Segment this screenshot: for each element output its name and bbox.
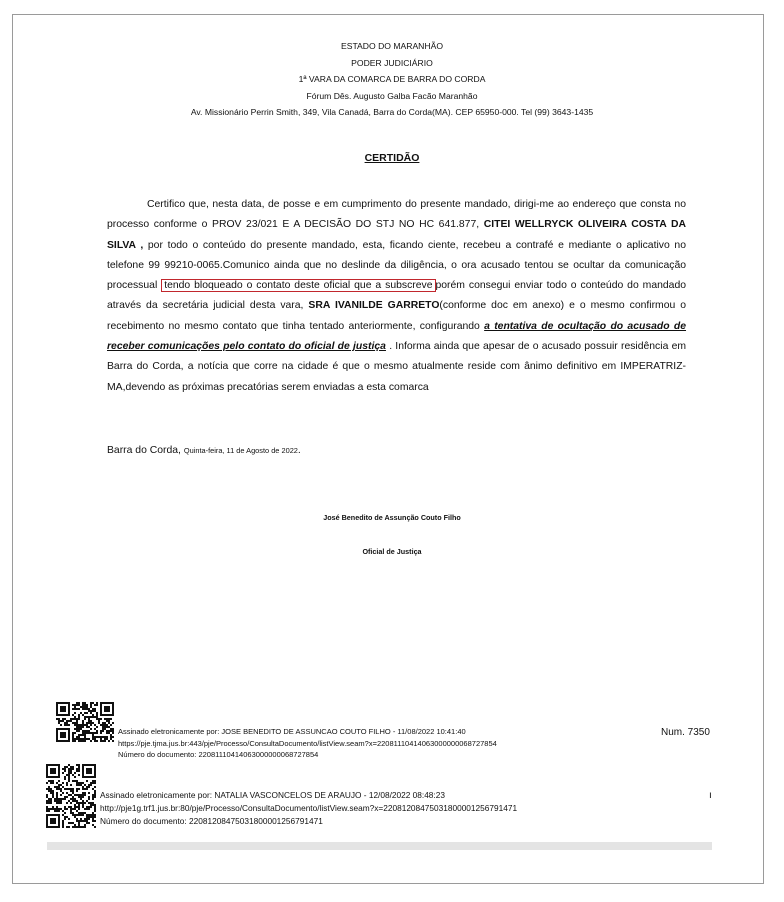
date-dot: . <box>297 445 301 456</box>
certificate-body <box>107 195 686 398</box>
stamp-1-signed: Assinado eletronicamente por: JOSE BENEDITO DE ASSUNCAO COUTO FILHO - 11/08/2022 10:41:40 <box>118 727 466 736</box>
date-city: Barra do Corda, <box>107 445 181 456</box>
signature-stamp-1 <box>118 726 497 761</box>
document-title: CERTIDÃO <box>364 152 420 164</box>
stamp-2-signed: Assinado eletronicamente por: NATALIA VASCONCELOS DE ARAUJO - 12/08/2022 08:48:23 <box>100 790 445 800</box>
header-address: Av. Missionário Perrin Smith, 349, Vila Canadá, Barra do Corda(MA). CEP 65950-000. Tel (99) 3643-1435 <box>190 107 594 117</box>
body-text-4: (conforme doc em anexo) e o mesmo confirmou o recebimento no mesmo contato que tinha tentado anteriormente, configurando <box>107 300 687 332</box>
truncated-mark: ı <box>709 790 712 801</box>
header-judiciary: PODER JUDICIÁRIO <box>351 57 433 68</box>
date-text: Quinta-feira, 11 de Agosto de 2022 <box>183 446 298 455</box>
stamp-2-docnum: Número do documento: 22081208475031800001256791471 <box>100 816 323 826</box>
footer-band <box>47 842 712 850</box>
header-forum: Fórum Dês. Augusto Galba Facão Maranhão <box>306 90 478 101</box>
body-text-5: . Informa ainda que apesar de o acusado possuir residência em Barra do Corda, a notícia que corre na cidade é que o mesmo atualmente reside com ânimo definitivo em IMPERATRIZ-MA,devendo as próximas precatórias serem enviadas a esta comarca <box>107 341 687 393</box>
signer-name: José Benedito de Assunção Couto Filho <box>323 513 461 522</box>
qr-code-icon <box>56 702 114 742</box>
body-text-2: por todo o conteúdo do presente mandado, esta, ficando ciente, recebeu a contrafé e mediante o aplicativo no telefone 99 99210-0065.Comunico ainda que no deslinde da diligência, o ora acusado tentou se ocultar da comunicação processual <box>107 239 686 292</box>
signature-stamp-2 <box>100 789 517 828</box>
emphasized-text: a tentativa de ocultação do acusado de receber comunicações pelo contato do oficial de justiça <box>107 320 687 353</box>
body-text-1: Certifico que, nesta data, de posse e em cumprimento do presente mandado, dirigi-me ao endereço que consta no processo conforme o PROV 23/021 E A DECISÃO DO STJ NO HC 641.877, <box>107 199 686 231</box>
qr-code-icon <box>46 764 96 828</box>
stamp-1-docnum: Número do documento: 22081110414063000000068727854 <box>118 750 319 759</box>
signer-role: Oficial de Justiça <box>362 547 422 556</box>
date-line <box>107 445 301 456</box>
secretary-name: SRA IVANILDE GARRETO <box>308 300 440 312</box>
header-state: ESTADO DO MARANHÃO <box>340 41 444 51</box>
header-court: 1ª VARA DA COMARCA DE BARRA DO CORDA <box>298 74 486 84</box>
document-number-label: Num. 7350 <box>661 727 710 738</box>
defendant-name: CITEI WELLRYCK OLIVEIRA COSTA DA SILVA , <box>107 219 686 251</box>
stamp-1-url[interactable]: https://pje.tjma.jus.br:443/pje/Processo/ConsultaDocumento/listView.seam?x=22081110414063000000068727854 <box>118 738 497 748</box>
certificate-paragraph <box>107 195 686 398</box>
stamp-2-url[interactable]: http://pje1g.trf1.jus.br:80/pje/Processo/ConsultaDocumento/listView.seam?x=22081208475031800001256791471 <box>100 803 518 813</box>
document-header <box>0 38 784 121</box>
body-text-3: porém consegui enviar todo o conteúdo do mandado através da secretária judicial desta vara, <box>107 280 686 312</box>
highlighted-text: tendo bloqueado o contato deste oficial que a subscreve <box>161 279 435 292</box>
